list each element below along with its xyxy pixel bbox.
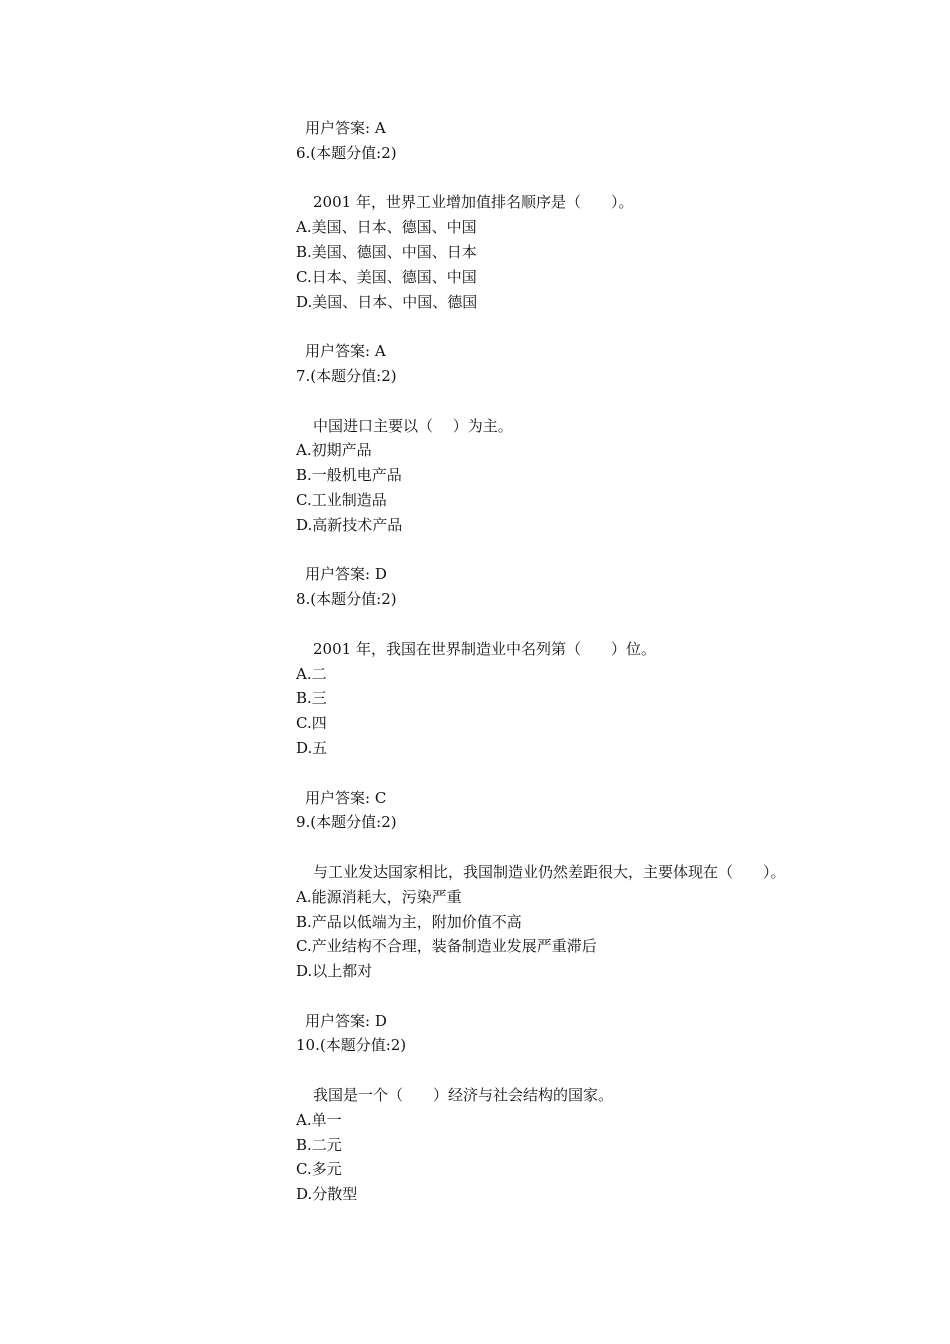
spacer	[296, 538, 856, 563]
option-a: A.二	[296, 664, 327, 683]
option-d: D.五	[296, 738, 328, 757]
option-a: A.美国、日本、德国、中国	[296, 218, 477, 237]
option-d: D.分散型	[296, 1185, 358, 1204]
option-b: B.三	[296, 689, 327, 708]
question-header: 10.(本题分值:2)	[296, 1036, 407, 1055]
user-answer: 用户答案: C	[305, 788, 387, 807]
question-stem: 2001 年，我国在世界制造业中名列第（ ）位。	[313, 639, 656, 658]
option-d: D.高新技术产品	[296, 515, 403, 534]
spacer	[296, 612, 856, 637]
question-7	[296, 364, 856, 587]
question-stem: 2001 年，世界工业增加值排名顺序是（ ）。	[313, 193, 634, 212]
option-d: D.美国、日本、中国、德国	[296, 292, 478, 311]
option-c: C.多元	[296, 1160, 342, 1179]
user-answer-previous: 用户答案: A	[305, 119, 386, 137]
question-header: 6.(本题分值:2)	[296, 143, 397, 162]
quiz-document	[296, 116, 856, 1207]
spacer	[296, 835, 856, 860]
question-stem: 中国进口主要以（ ）为主。	[313, 416, 513, 435]
user-answer: 用户答案: D	[305, 565, 387, 584]
option-b: B.美国、德国、中国、日本	[296, 242, 477, 261]
spacer	[296, 761, 856, 786]
option-b: B.一般机电产品	[296, 466, 402, 485]
spacer	[296, 166, 856, 191]
option-b: B.二元	[296, 1135, 342, 1154]
question-9	[296, 810, 856, 1033]
option-c: C.产业结构不合理，装备制造业发展严重滞后	[296, 937, 597, 956]
user-answer: 用户答案: A	[305, 342, 386, 361]
option-a: A.单一	[296, 1110, 342, 1129]
question-header: 8.(本题分值:2)	[296, 590, 397, 609]
user-answer: 用户答案: D	[305, 1011, 387, 1030]
option-a: A.初期产品	[296, 441, 372, 460]
spacer	[296, 389, 856, 414]
spacer	[296, 314, 856, 339]
option-b: B.产品以低端为主，附加价值不高	[296, 912, 522, 931]
option-d: D.以上都对	[296, 962, 373, 981]
spacer	[296, 984, 856, 1009]
question-6	[296, 141, 856, 364]
question-8	[296, 587, 856, 810]
question-stem: 与工业发达国家相比，我国制造业仍然差距很大，主要体现在（ ）。	[313, 862, 786, 881]
option-c: C.工业制造品	[296, 490, 387, 509]
option-a: A.能源消耗大，污染严重	[296, 887, 462, 906]
spacer	[296, 1058, 856, 1083]
question-header: 7.(本题分值:2)	[296, 366, 397, 385]
option-c: C.四	[296, 714, 327, 733]
question-header: 9.(本题分值:2)	[296, 813, 397, 832]
question-stem: 我国是一个（ ）经济与社会结构的国家。	[313, 1086, 614, 1105]
question-10	[296, 1033, 856, 1207]
option-c: C.日本、美国、德国、中国	[296, 267, 477, 286]
